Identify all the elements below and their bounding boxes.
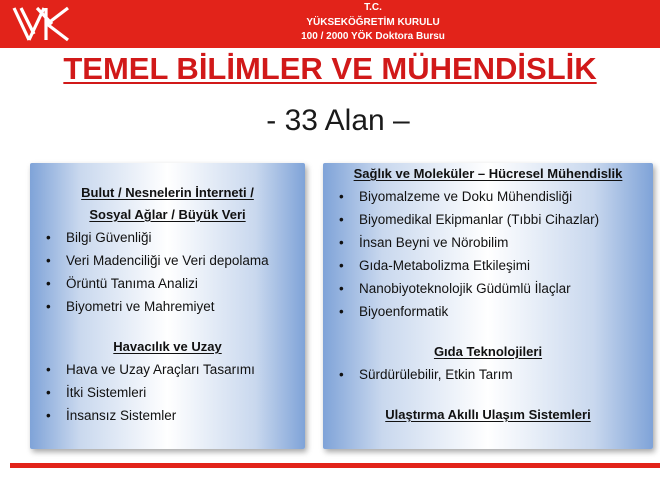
list-item: • Sürdürülebilir, Etkin Tarım	[323, 363, 653, 386]
list-item: • İtki Sistemleri	[30, 381, 305, 404]
list-item: • Veri Madenciliği ve Veri depolama	[30, 249, 305, 272]
header-line-institution: YÜKSEKÖĞRETİM KURULU	[306, 16, 440, 28]
list-item: • Biyomalzeme ve Doku Mühendisliği	[323, 185, 653, 208]
page-title: TEMEL BİLİMLER VE MÜHENDİSLİK	[63, 51, 597, 86]
yok-logo	[0, 0, 86, 48]
list-item: • Gıda-Metabolizma Etkileşimi	[323, 254, 653, 277]
list-item: • Biyomedikal Ekipmanlar (Tıbbi Cihazlar)	[323, 208, 653, 231]
list-item: • İnsansız Sistemler	[30, 404, 305, 427]
page-subtitle: - 33 Alan –	[266, 104, 410, 137]
section-heading-food: Gıda Teknolojileri	[433, 344, 543, 359]
health-items-list	[323, 185, 653, 323]
list-item: • Örüntü Tanıma Analizi	[30, 272, 305, 295]
list-item: • Bilgi Güvenliği	[30, 226, 305, 249]
list-item: • Nanobiyoteknolojik Güdümlü İlaçlar	[323, 277, 653, 300]
cloud-items-list	[30, 226, 305, 318]
section-heading-health: Sağlık ve Moleküler – Hücresel Mühendislik	[353, 166, 623, 181]
section-heading-transport: Ulaştırma Akıllı Ulaşım Sistemleri	[385, 407, 591, 422]
right-panel	[323, 163, 653, 449]
bottom-divider	[10, 463, 660, 468]
list-item: • Hava ve Uzay Araçları Tasarımı	[30, 358, 305, 381]
food-items-list	[323, 363, 653, 386]
section-heading-aviation: Havacılık ve Uzay	[113, 339, 222, 354]
header-bar	[0, 0, 660, 48]
list-item: • İnsan Beyni ve Nörobilim	[323, 231, 653, 254]
section-heading-cloud-line2: Sosyal Ağlar / Büyük Veri	[89, 207, 246, 222]
aviation-items-list	[30, 358, 305, 427]
header-text	[86, 1, 660, 45]
yok-logo-icon	[0, 0, 86, 48]
header-line-program: 100 / 2000 YÖK Doktora Bursu	[301, 31, 445, 42]
list-item: • Biyometri ve Mahremiyet	[30, 295, 305, 318]
list-item: • Biyoenformatik	[323, 300, 653, 323]
left-panel	[30, 163, 305, 449]
section-heading-cloud-line1: Bulut / Nesnelerin İnterneti /	[81, 185, 254, 200]
header-line-tc: T.C.	[364, 2, 382, 13]
